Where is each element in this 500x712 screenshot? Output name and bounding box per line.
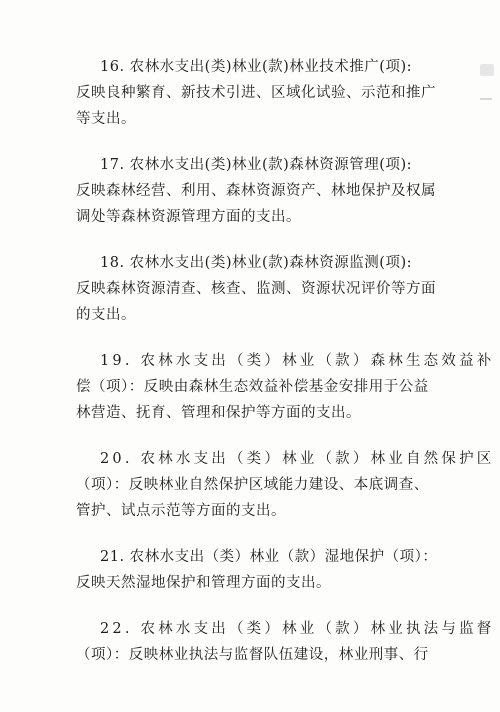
item-19 (76, 348, 495, 426)
item-18-line-1: 18. 农林水支出(类)林业(款)森林资源监测(项): (100, 255, 412, 271)
item-16-line-2: 反映良种繁育、新技术引进、区域化试验、示范和推广 (76, 85, 436, 101)
item-18-line-3: 的支出。 (76, 307, 136, 323)
item-21 (76, 544, 438, 596)
item-20 (76, 446, 495, 524)
item-22 (76, 616, 495, 668)
item-22-line-2: （项）：反映林业执法与监督队伍建设，林业刑事、行 (76, 647, 429, 663)
item-18-line-2: 反映森林资源清查、核查、监测、资源状况评价等方面 (76, 281, 436, 297)
item-16-line-1: 16. 农林水支出(类)林业(款)林业技术推广(项): (100, 59, 412, 75)
item-17-line-3: 调处等森林资源管理方面的支出。 (76, 209, 301, 225)
item-21-line-1: 21. 农林水支出（类）林业（款）湿地保护（项）： (100, 549, 438, 565)
item-20-line-1: 20. 农林水支出（类）林业（款）林业自然保护区 (100, 451, 495, 467)
item-18 (76, 250, 436, 328)
item-20-line-2: （项）：反映林业自然保护区域能力建设、本底调查、 (76, 477, 429, 493)
document-body (76, 54, 495, 688)
scan-edge-mark (480, 64, 494, 76)
item-17 (76, 152, 436, 230)
item-22-line-1: 22. 农林水支出（类）林业（款）林业执法与监督 (100, 621, 495, 637)
scan-edge-dash (480, 98, 492, 100)
item-20-line-3: 管护、试点示范等方面的支出。 (76, 503, 286, 519)
item-19-line-1: 19. 农林水支出（类）林业（款）森林生态效益补 (100, 353, 495, 369)
item-17-line-1: 17. 农林水支出(类)林业(款)森林资源管理(项): (100, 157, 412, 173)
item-16-line-3: 等支出。 (76, 111, 136, 127)
item-16 (76, 54, 436, 132)
item-17-line-2: 反映森林经营、利用、森林资源资产、林地保护及权属 (76, 183, 436, 199)
item-19-line-3: 林营造、抚育、管理和保护等方面的支出。 (76, 405, 361, 421)
item-19-line-2: 偿（项）：反映由森林生态效益补偿基金安排用于公益 (76, 379, 429, 395)
item-21-line-2: 反映天然湿地保护和管理方面的支出。 (76, 575, 331, 591)
